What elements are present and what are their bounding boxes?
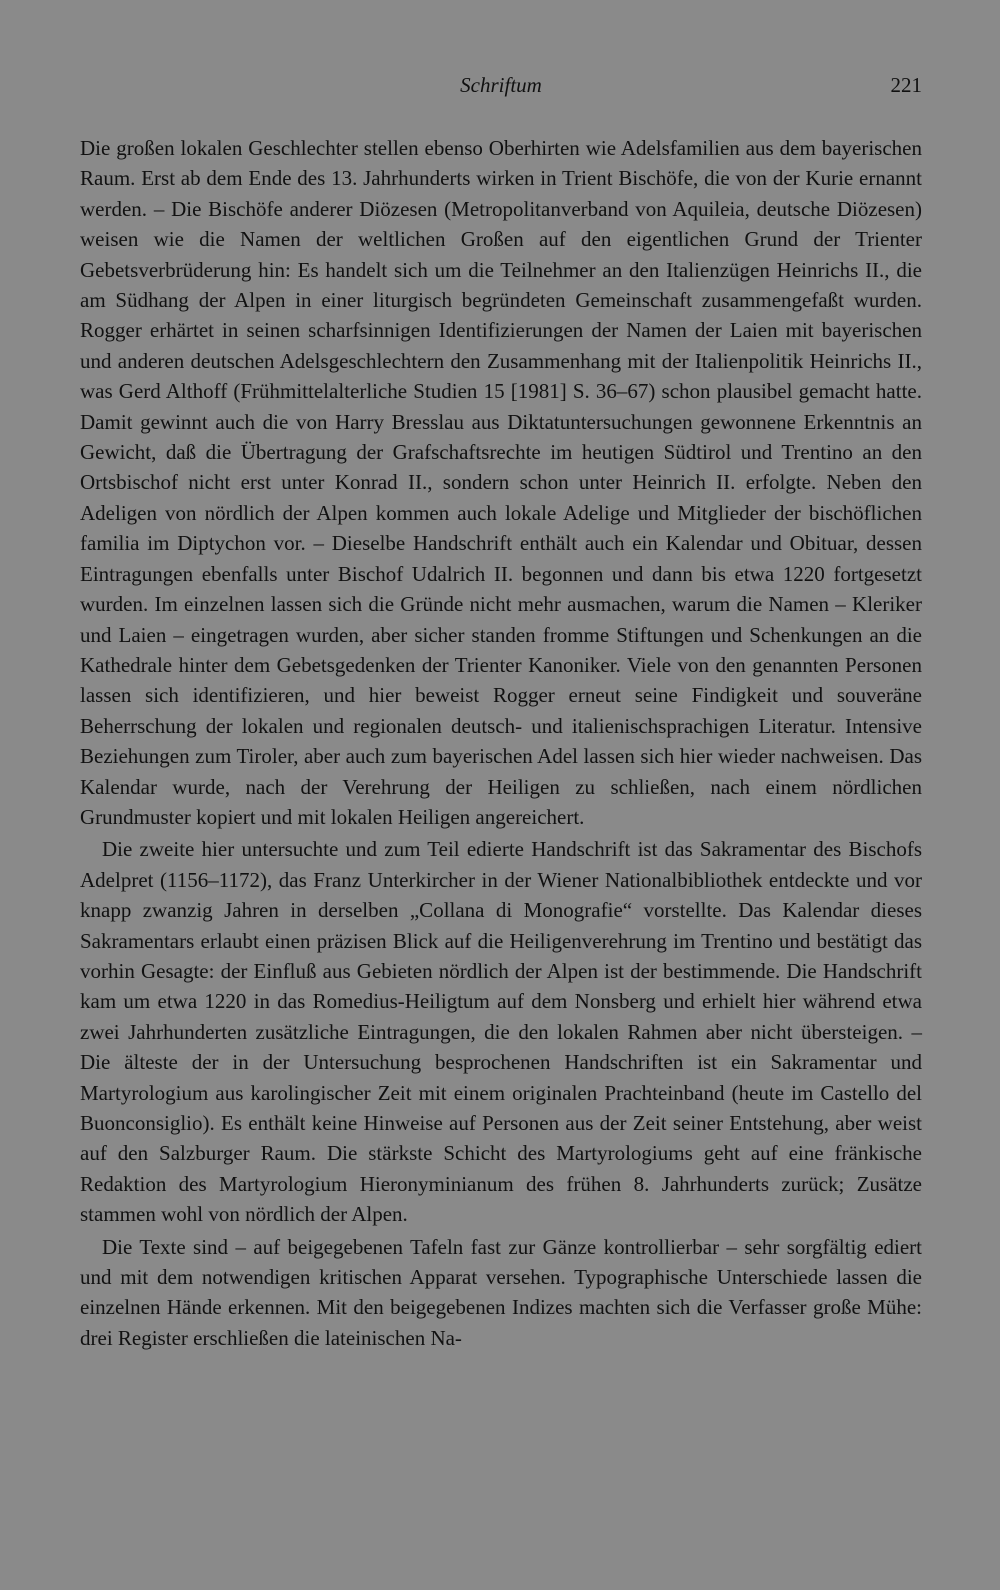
running-title: Schriftum — [460, 73, 542, 97]
paragraph-2: Die zweite hier untersuchte und zum Teil edierte Handschrift ist das Sakramentar des Bischofs Adelpret (1156–1172), das Franz Unterkircher in der Wiener Nationalbibliothek entdeckte und vor knapp zwanzig Jahren in derselben „Collana di Monografie“ vorstellte. Das Kalendar dieses Sakramentars erlaubt einen präzisen Blick auf die Heiligenverehrung im Trentino und bestätigt das vorhin Gesagte: der Einfluß aus Gebieten nördlich der Alpen ist der bestimmende. Die Handschrift kam um etwa 1220 in das Romedius-Heiligtum auf dem Nonsberg und erhielt hier während etwa zwei Jahrhunderten zusätzliche Eintragungen, die den lokalen Rahmen aber nicht übersteigen. – Die älteste der in der Untersuchung besprochenen Handschriften ist ein Sakramentar und Martyrologium aus karolingischer Zeit mit einem originalen Prachteinband (heute im Castello del Buonconsiglio). Es enthält keine Hinweise auf Personen aus der Zeit seiner Entstehung, aber weist auf den Salzburger Raum. Die stärkste Schicht des Martyrologiums geht auf eine fränkische Redaktion des Martyrologium Hieronyminianum des frühen 8. Jahrhunderts zurück; Zusätze stammen wohl von nördlich der Alpen. — [80, 837, 922, 1227]
body-text — [80, 133, 922, 1353]
paragraph-3: Die Texte sind – auf beigegebenen Tafeln fast zur Gänze kontrollierbar – sehr sorgfältig ediert und mit dem notwendigen kritischen Apparat versehen. Typographische Unterschiede lassen die einzelnen Hände erkennen. Mit den beigegebenen Indizes machten sich die Verfasser große Mühe: drei Register erschließen die lateinischen Na- — [80, 1234, 922, 1350]
running-header — [80, 70, 922, 100]
paragraph-1: Die großen lokalen Geschlechter stellen ebenso Oberhirten wie Adelsfamilien aus dem bayerischen Raum. Erst ab dem Ende des 13. Jahrhunderts wirken in Trient Bischöfe, die von der Kurie ernannt werden. – Die Bischöfe anderer Diözesen (Metropolitanverband von Aquileia, deutsche Diözesen) weisen wie die Namen der weltlichen Großen auf den eigentlichen Grund der Trienter Gebetsverbrüderung hin: Es handelt sich um die Teilnehmer an den Italienzügen Heinrichs II., die am Südhang der Alpen in einer liturgisch begründeten Gemeinschaft zusammengefaßt wurden. Rogger erhärtet in seinen scharfsinnigen Identifizierungen der Namen der Laien mit bayerischen und anderen deutschen Adelsgeschlechtern den Zusammenhang mit der Italienpolitik Heinrichs II., was Gerd Althoff (Frühmittelalterliche Studien 15 [1981] S. 36–67) schon plausibel gemacht hatte. Damit gewinnt auch die von Harry Bresslau aus Diktatuntersuchungen gewonnene Erkenntnis an Gewicht, daß die Übertragung der Grafschaftsrechte im heutigen Südtirol und Trentino an den Ortsbischof nicht erst unter Konrad II., sondern schon unter Heinrich II. erfolgte. Neben den Adeligen von nördlich der Alpen kommen auch lokale Adelige und Mitglieder der bischöflichen familia im Diptychon vor. – Dieselbe Handschrift enthält auch ein Kalendar und Obituar, dessen Eintragungen ebenfalls unter Bischof Udalrich II. begonnen und dann bis etwa 1220 fortgesetzt wurden. Im einzelnen lassen sich die Gründe nicht mehr ausmachen, warum die Namen – Kleriker und Laien – eingetragen wurden, aber sicher standen fromme Stiftungen und Schenkungen an die Kathedrale hinter dem Gebetsgedenken der Trienter Kanoniker. Viele von den genannten Personen lassen sich identifizieren, und hier beweist Rogger erneut seine Findigkeit und souveräne Beherrschung der lokalen und regionalen deutsch- und italienischsprachigen Literatur. Intensive Beziehungen zum Tiroler, aber auch zum bayerischen Adel lassen sich hier wieder nachweisen. Das Kalendar wurde, nach der Verehrung der Heiligen zu schließen, nach einem nördlichen Grundmuster kopiert und mit lokalen Heiligen angereichert. — [80, 136, 922, 829]
page-number: 221 — [890, 73, 922, 97]
